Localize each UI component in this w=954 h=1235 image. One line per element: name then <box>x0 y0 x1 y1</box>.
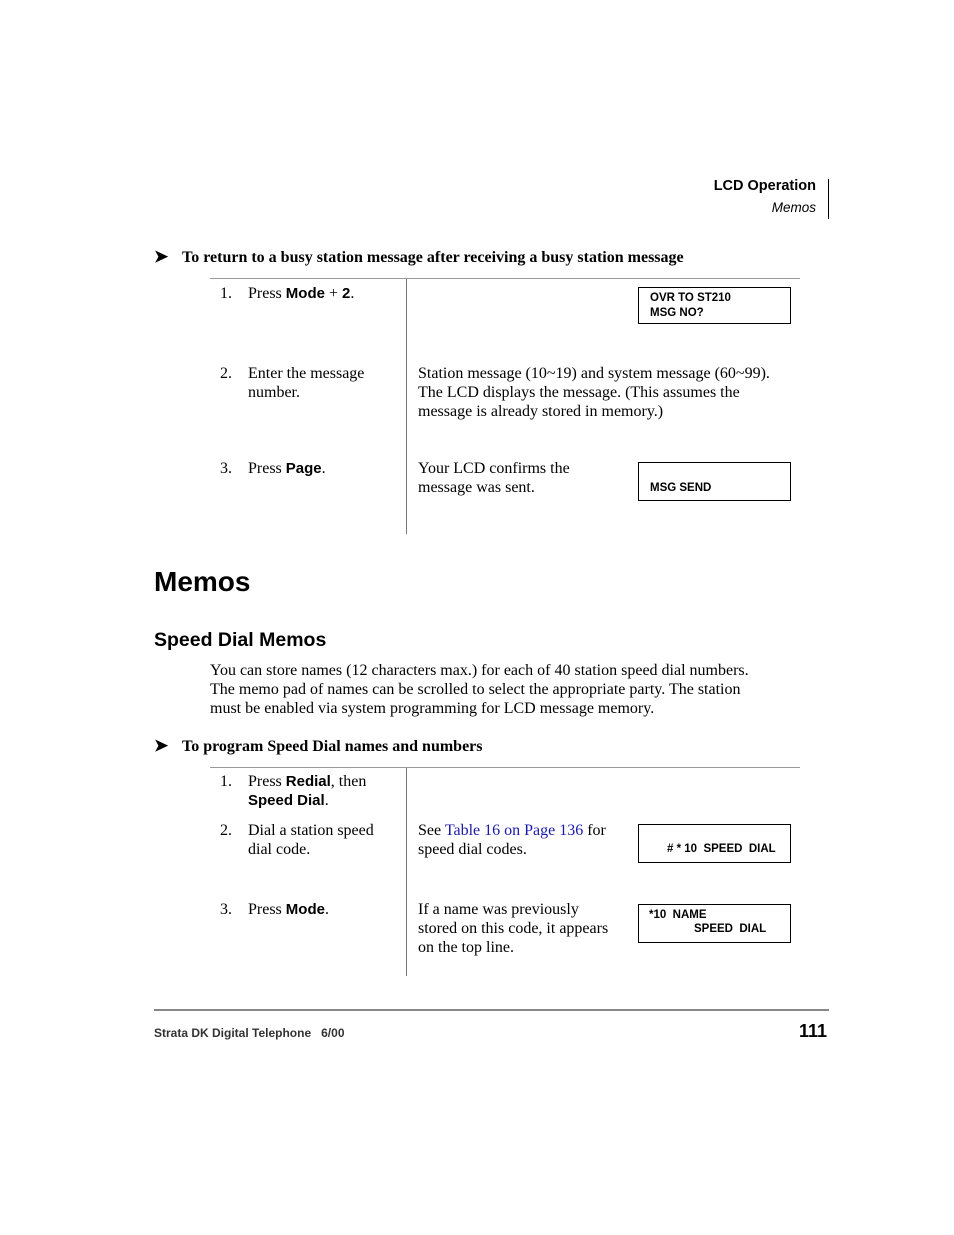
table-top-rule <box>210 278 800 279</box>
footer-document-title: Strata DK Digital Telephone 6/00 <box>154 1026 345 1040</box>
page-number: 111 <box>798 1021 827 1041</box>
body-paragraph: You can store names (12 characters max.) for each of 40 station speed dial numbers. The memo pad of names can be scrolled to select the appropriate party. The station must be enabled via system programming for LCD message memory. <box>210 662 749 717</box>
step-number: 2. <box>220 822 232 839</box>
digit-key: 2 <box>341 285 351 302</box>
step-number: 3. <box>220 901 232 918</box>
procedure-heading <box>154 247 684 267</box>
running-header-title: LCD Operation <box>713 178 816 194</box>
header-divider <box>828 179 829 219</box>
step-number: 3. <box>220 460 232 477</box>
step-description: If a name was previously stored on this code, it appears on the top line. <box>418 901 609 956</box>
step-number: 2. <box>220 365 232 382</box>
table-reference-link[interactable]: Table 16 on Page 136 <box>444 822 584 839</box>
arrow-icon: ➤ <box>154 736 169 755</box>
procedure-title: To return to a busy station message after receiving a busy station message <box>182 249 684 266</box>
step-text: Press Page. <box>248 460 326 477</box>
step-text: Enter the message number. <box>248 365 365 401</box>
arrow-icon: ➤ <box>154 247 169 266</box>
lcd-display: # * 10 SPEED DIAL <box>638 824 791 863</box>
table-top-rule <box>210 767 800 768</box>
section-heading: Memos <box>154 566 251 597</box>
mode-key: Mode <box>285 285 325 302</box>
table-column-divider <box>406 279 407 534</box>
step-description: Station message (10~19) and system message (60~99). The LCD displays the message. (This assumes the message is already stored in memory.) <box>418 365 770 420</box>
subsection-heading: Speed Dial Memos <box>154 629 327 651</box>
running-header-subtitle: Memos <box>771 200 816 215</box>
step-number: 1. <box>220 285 232 302</box>
step-text: Dial a station speed dial code. <box>248 822 374 858</box>
page-key: Page <box>285 460 322 477</box>
procedure-title: To program Speed Dial names and numbers <box>182 738 483 755</box>
lcd-display: MSG SEND <box>638 462 791 501</box>
mode-key: Mode <box>285 901 325 918</box>
procedure-heading <box>154 736 483 756</box>
step-number: 1. <box>220 773 232 790</box>
step-description: Your LCD confirms the message was sent. <box>418 460 570 496</box>
step-text: Press Mode + 2. <box>248 285 355 302</box>
step-text: Press Mode. <box>248 901 329 918</box>
lcd-display: OVR TO ST210 MSG NO? <box>638 287 791 324</box>
step-text: Press Redial, then Speed Dial. <box>248 773 367 809</box>
speed-dial-key: Speed Dial <box>248 792 325 809</box>
step-description: See Table 16 on Page 136 for speed dial codes. <box>418 822 606 858</box>
footer-rule <box>154 1009 829 1011</box>
lcd-display: *10 NAME SPEED DIAL <box>638 904 791 943</box>
redial-key: Redial <box>285 773 331 790</box>
